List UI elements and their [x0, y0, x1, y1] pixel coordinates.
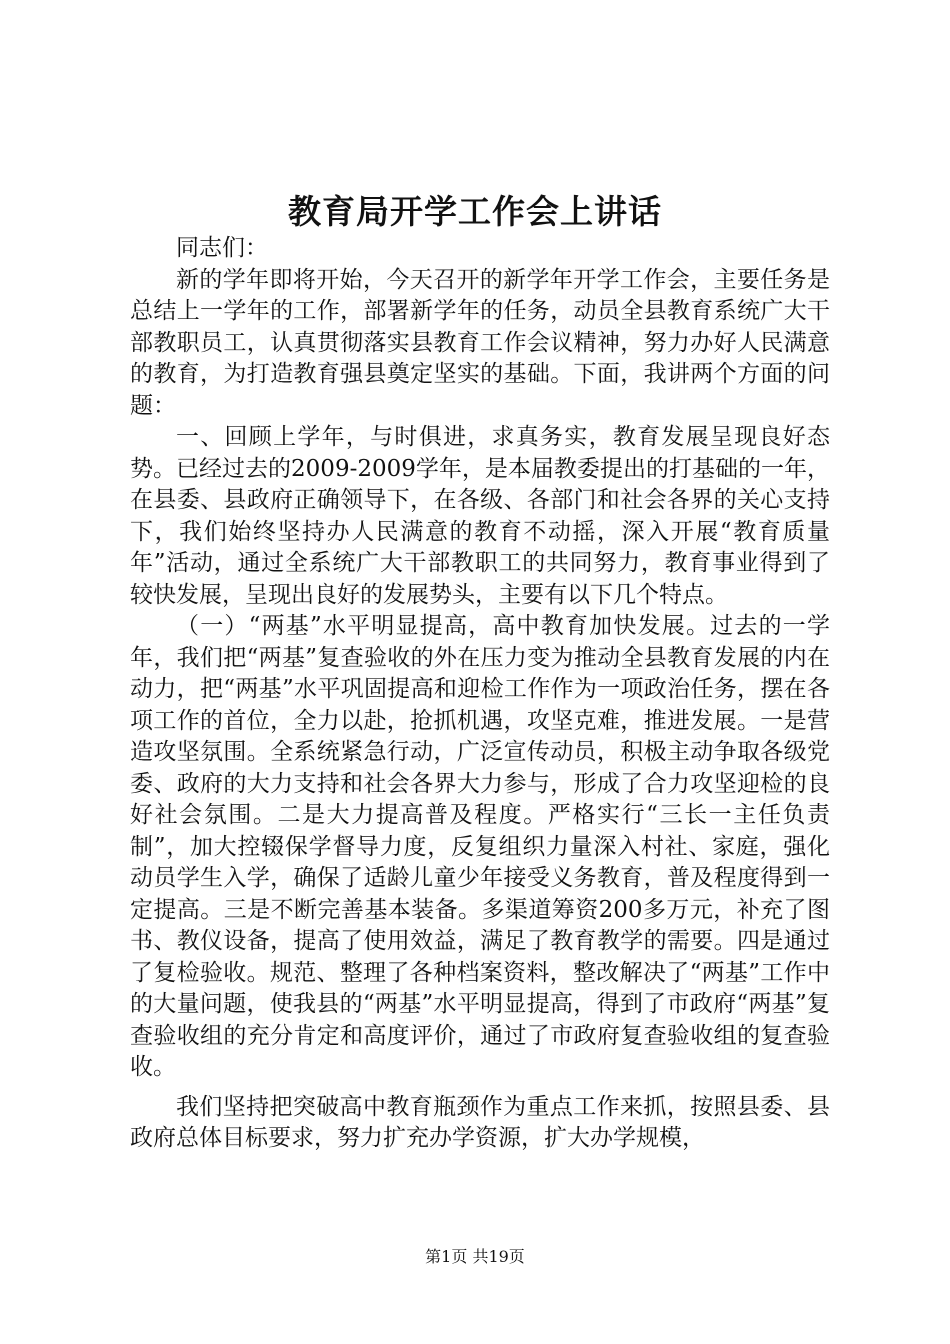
paragraph-subsection-one: （一）“两基”水平明显提高，高中教育加快发展。过去的一学年，我们把“两基”复查验收的外在压力变为推动全县教育发展的内在动力，把“两基”水平巩固提高和迎检工作作为一项政治任务，摆在各项工作的首位，全力以赴，抢抓机遇，攻坚克难，推进发展。一是营造攻坚氛围。全系统紧急行动，广泛宣传动员，积极主动争取各级党委、政府的大力支持和社会各界大力参与，形成了合力攻坚迎检的良好社会氛围。二是大力提高普及程度。严格实行“三长一主任负责制”，加大控辍保学督导力度，反复组织力量深入村社、家庭，强化动员学生入学，确保了适龄儿童少年接受义务教育，普及程度得到一定提高。三是不断完善基本装备。多渠道筹资200多万元，补充了图书、教仪设备，提高了使用效益，满足了教育教学的需要。四是通过了复检验收。规范、整理了各种档案资料，整改解决了“两基”工作中的大量问题，使我县的“两基”水平明显提高，得到了市政府“两基”复查验收组的充分肯定和高度评价，通过了市政府复查验收组的复查验收。 [130, 613, 830, 1080]
page-number-footer: 第1页 共19页 [425, 1247, 525, 1266]
paragraph-section-one: 一、回顾上学年，与时俱进，求真务实，教育发展呈现良好态势。已经过去的2009-2009学年，是本届教委提出的打基础的一年，在县委、县政府正确领导下，在各级、各部门和社会各界的关心支持下，我们始终坚持办人民满意的教育不动摇，深入开展“教育质量年”活动，通过全系统广大干部教职工的共同努力，教育事业得到了较快发展，呈现出良好的发展势头，主要有以下几个特点。 [130, 424, 830, 608]
salutation: 同志们： [176, 235, 268, 261]
paragraph-intro: 新的学年即将开始，今天召开的新学年开学工作会，主要任务是总结上一学年的工作，部署新学年的任务，动员全县教育系统广大干部教职员工，认真贯彻落实县教育工作会议精神，努力办好人民满意的教育，为打造教育强县奠定坚实的基础。下面，我讲两个方面的问题： [130, 266, 830, 419]
document-title: 教育局开学工作会上讲话 [288, 192, 662, 231]
document-body [130, 233, 830, 1155]
paragraph-high-school: 我们坚持把突破高中教育瓶颈作为重点工作来抓，按照县委、县政府总体目标要求，努力扩充办学资源，扩大办学规模， [130, 1093, 830, 1151]
